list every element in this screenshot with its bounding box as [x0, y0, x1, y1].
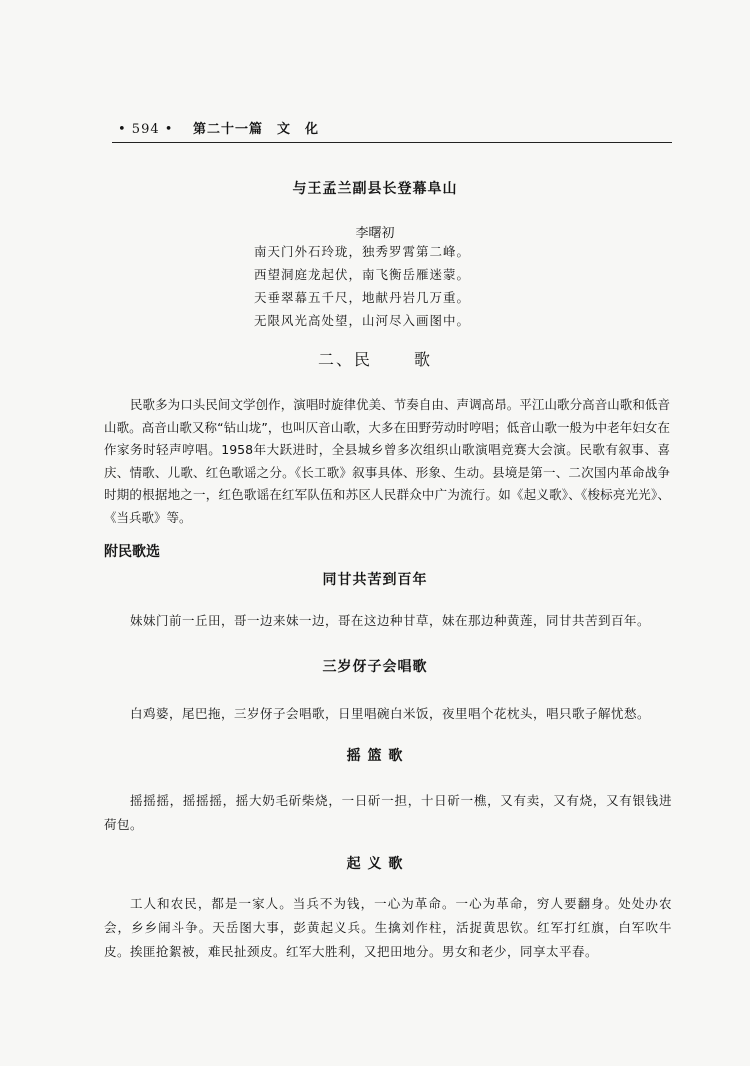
section-number: 二、民 [317, 350, 372, 369]
song-text: 工人和农民，都是一家人。当兵不为钱，一心为革命。一心为革命，穷人要翻身。处处办农会，乡乡闹斗争。天岳图大事，彭黄起义兵。生擒刘作柱，活捉黄思钦。红军打红旗，白军吹牛皮。挨匪抢絮被，难民扯颈皮。红军大胜利，又把田地分。男女和老少，同享太平春。 [104, 896, 672, 959]
song-text: 妹妹门前一丘田，哥一边来妹一边，哥在这边种甘草，妹在那边种黄莲，同甘共苦到百年。 [130, 613, 651, 628]
section-title: 歌 [414, 350, 433, 369]
song-title: 同甘共苦到百年 [322, 572, 428, 588]
running-head [118, 118, 319, 137]
song-title: 摇 篮 歌 [346, 748, 404, 764]
song-text: 白鸡婆，尾巴拖，三岁伢子会唱歌，日里唱碗白米饭，夜里唱个花枕头，唱只歌子解忧愁。 [130, 706, 651, 721]
song-text: 摇摇摇，摇摇摇，摇大奶毛斫柴烧，一日斫一担，十日斫一樵，又有卖，又有烧，又有银钱进荷包。 [104, 793, 672, 832]
page-number: • 594 • [118, 122, 174, 137]
poem-author: 李曙初 [355, 226, 395, 241]
poem-line: 西望洞庭龙起伏，南飞衡岳雁迷蒙。 [254, 267, 471, 282]
intro-paragraph: 民歌多为口头民间文学创作，演唱时旋律优美、节奏自由、声调高昂。平江山歌分高音山歌和低音山歌。高音山歌又称“钻山垅”，也叫仄音山歌，大多在田野劳动时哼唱；低音山歌一般为中老年妇女在作家务时轻声哼唱。1958年大跃进时，全县城乡曾多次组织山歌演唱竞赛大会演。民歌有叙事、喜庆、情歌、儿歌、红色歌谣之分。《长工歌》叙事具体、形象、生动。县境是第一、二次国内革命战争时期的根据地之一，红色歌谣在红军队伍和苏区人民群众中广为流行。如《起义歌》、《梭标亮光光》、《当兵歌》等。 [104, 397, 670, 525]
poem-line: 无限风光高处望，山河尽入画图中。 [254, 313, 471, 328]
poem-line: 天垂翠幕五千尺，地献丹岩几万重。 [254, 290, 471, 305]
song-title: 三岁伢子会唱歌 [322, 659, 428, 675]
song-title: 起 义 歌 [346, 856, 404, 872]
chapter-title: 第二十一篇 文 化 [192, 122, 319, 137]
poem-line: 南天门外石玲珑，独秀罗霄第二峰。 [254, 244, 471, 259]
poem-body [254, 240, 584, 332]
annex-heading: 附民歌选 [104, 544, 160, 560]
header-rule [112, 142, 672, 143]
poem-title: 与王孟兰副县长登幕阜山 [292, 181, 458, 197]
section-heading [0, 347, 750, 370]
